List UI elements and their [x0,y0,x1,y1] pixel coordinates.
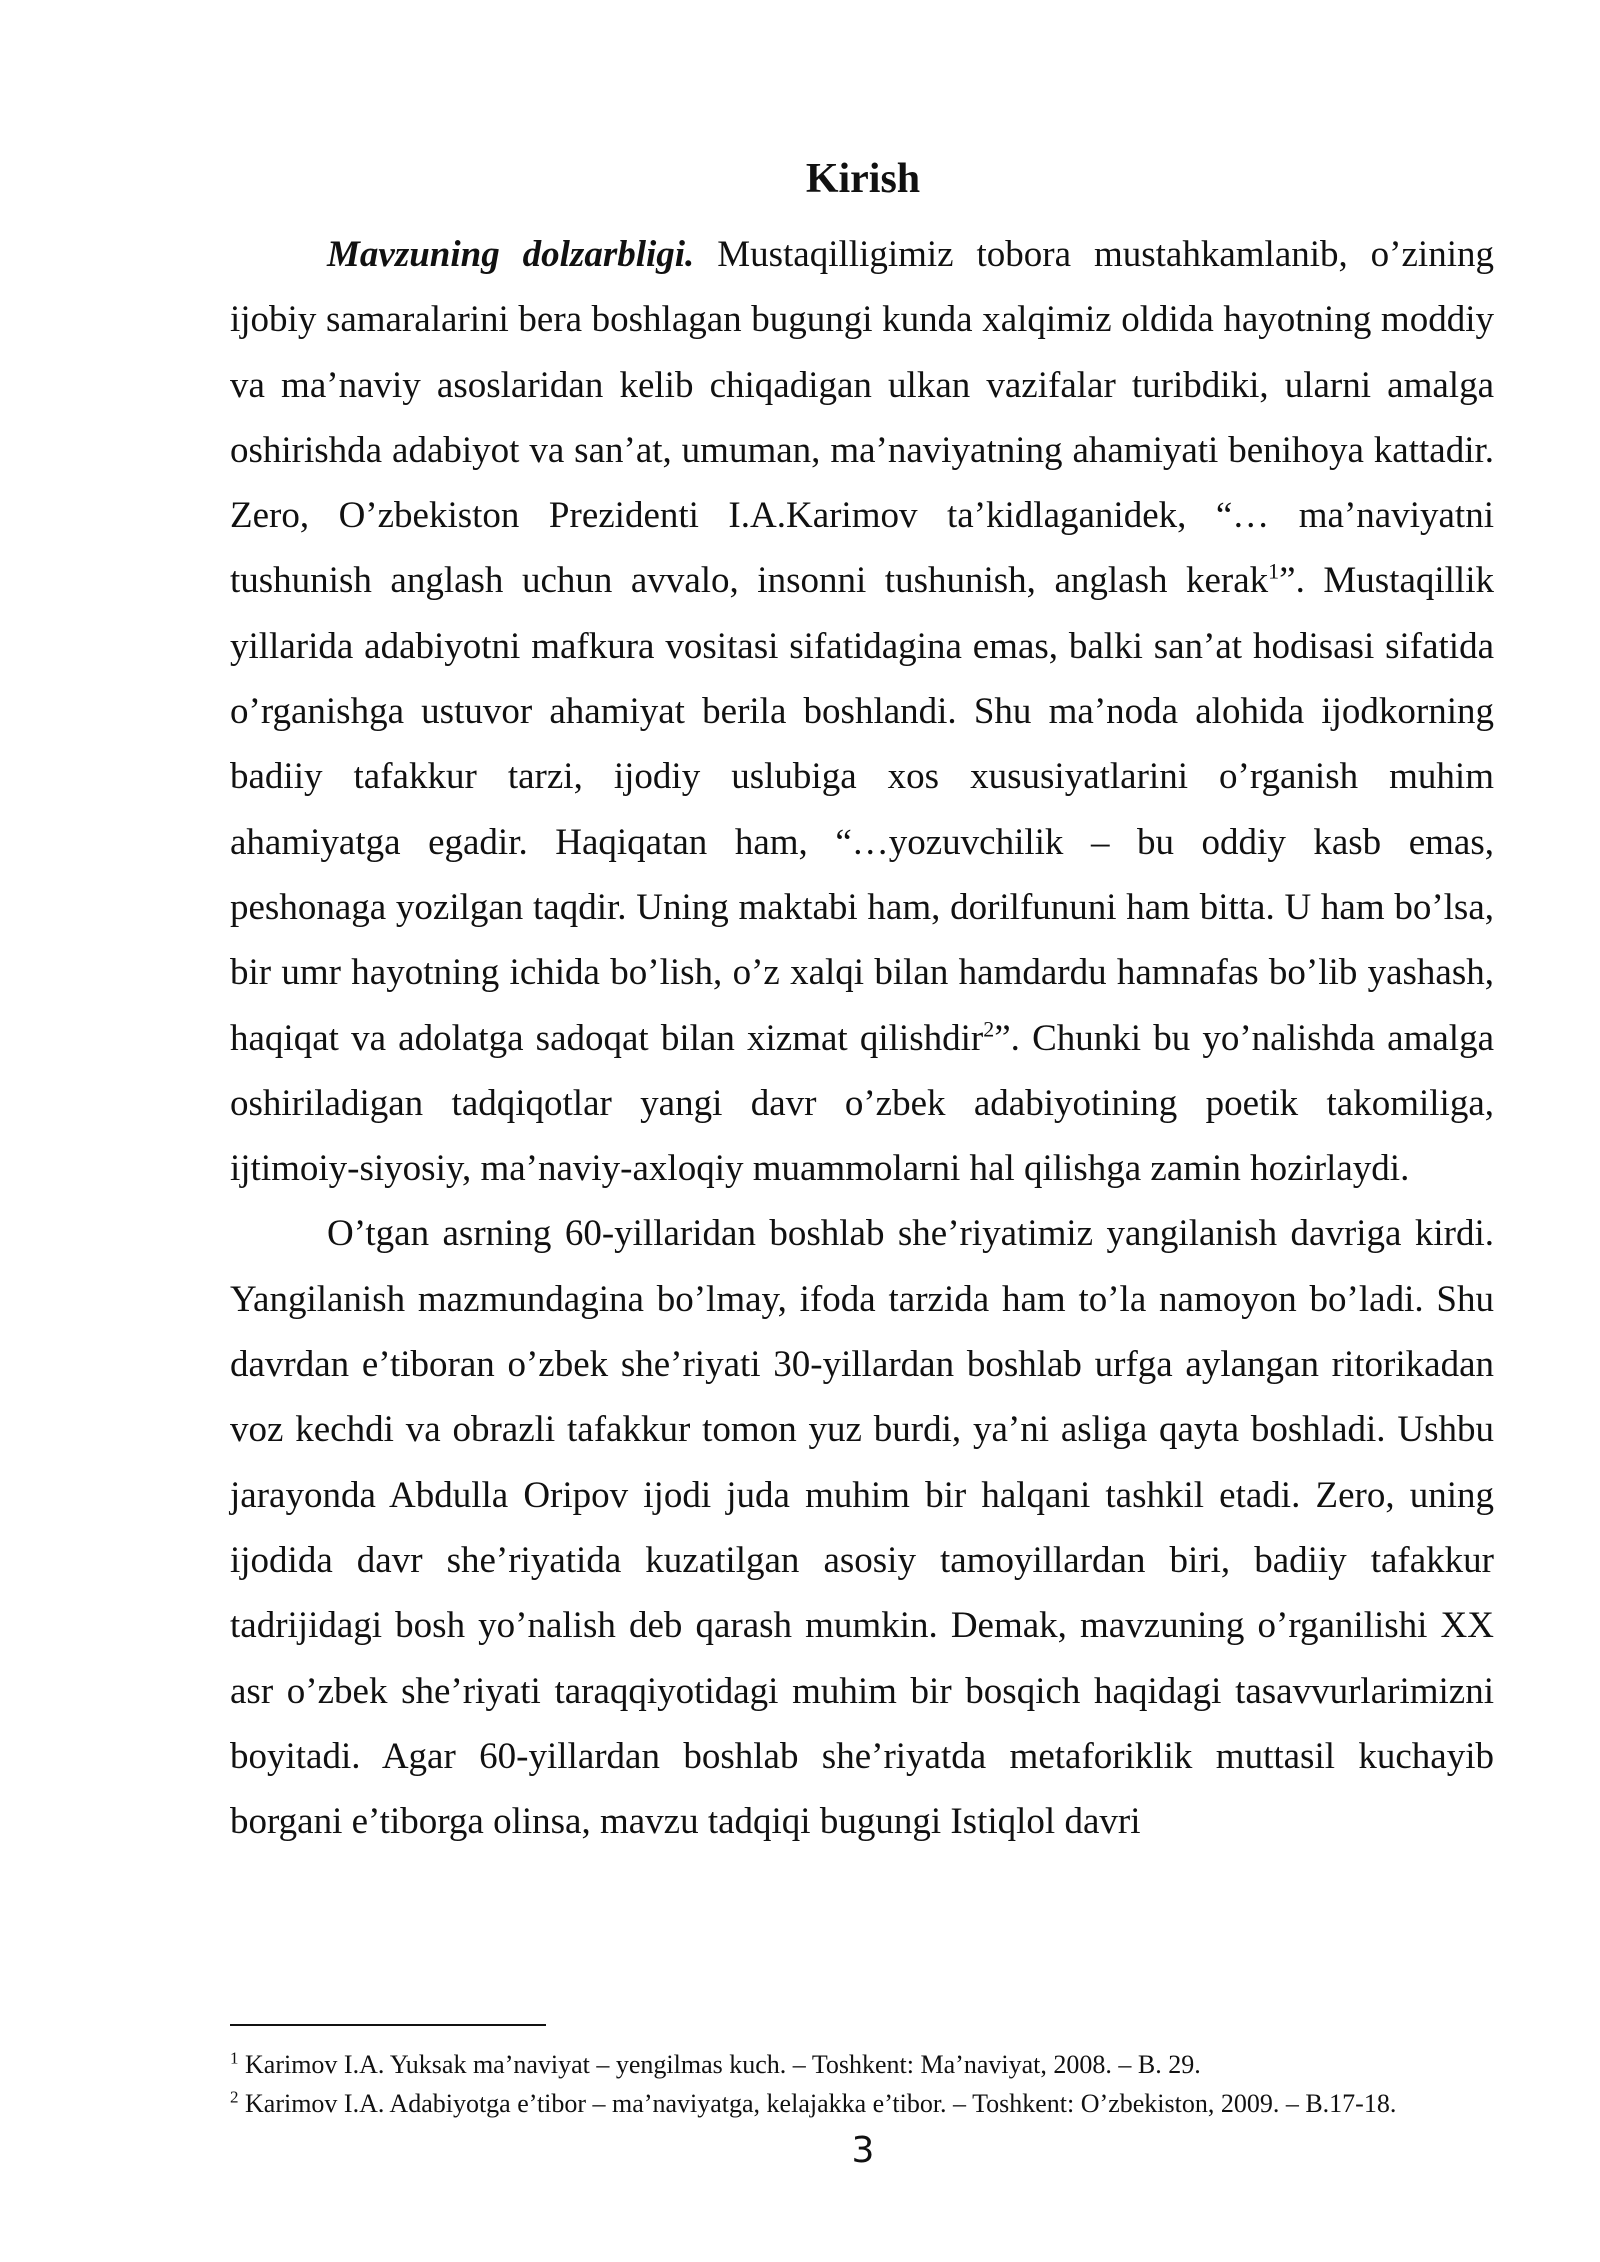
section-heading: Kirish [805,156,921,202]
footnote-ref-2[interactable]: 2 [983,1016,995,1042]
footnotes [230,2048,1494,2126]
paragraph-text-part: ”. Mustaqillik yillarida adabiyotni mafkura vositasi sifatidagina emas, balki san’at hodisasi sifatida o’rganishga ustuvor ahamiyat berila boshlandi. Shu ma’noda alohida ijodkorning badiiy tafakkur tarzi, ijodiy uslubiga xos xususiyatlarini o’rganish muhim ahamiyatga egadir. Haqiqatan ham, “…yozuvchilik – bu oddiy kasb emas, peshonaga yozilgan taqdir. Uning maktabi ham, dorilfununi ham bitta. U ham bo’lsa, bir umr hayotning ichida bo’lish, o’z xalqi bilan hamdardu hamnafas bo’lib yashash, haqiqat va adolatga sadoqat bilan xizmat qilishdir [230,560,1494,1059]
footnote-1 [230,2048,1494,2082]
paragraph-text-part: Mustaqilligimiz tobora mustahkamlanib, o’zining ijobiy samaralarini bera boshlagan bugungi kunda xalqimiz oldida hayotning moddiy va ma’naviy asoslaridan kelib chiqadigan ulkan vazifalar turibdiki, ularni amalga oshirishda adabiyot va san’at, umuman, ma’naviyatning ahamiyati benihoya kattadir. Zero, O’zbekiston Prezidenti I.A.Karimov ta’kidlaganidek, “… ma’naviyatni tushunish anglash uchun avvalo, insonni tushunish, anglash kerak [230,234,1494,602]
paragraph-relevance [230,222,1494,1201]
footnote-text: Karimov I.A. Adabiyotga e’tibor – ma’naviyatga, kelajakka e’tibor. – Toshkent: O’zbekiston, 2009. – B.17-18. [238,2089,1397,2118]
footnote-ref-1[interactable]: 1 [1268,559,1280,585]
footnote-2 [230,2087,1494,2121]
footnote-text: Karimov I.A. Yuksak ma’naviyat – yengilmas kuch. – Toshkent: Ma’naviyat, 2008. – B. 29. [238,2050,1201,2079]
paragraph-poetry-renewal: O’tgan asrning 60-yillaridan boshlab she’riyatimiz yangilanish davriga kirdi. Yangilanish mazmundagina bo’lmay, ifoda tarzida ham to’la namoyon bo’ladi. Shu davrdan e’tiboran o’zbek she’riyati 30-yillardan boshlab urfga aylangan ritorikadan voz kechdi va obrazli tafakkur tomon yuz burdi, ya’ni asliga qayta boshladi. Ushbu jarayonda Abdulla Oripov ijodi juda muhim bir halqani tashkil etadi. Zero, uning ijodida davr she’riyatida kuzatilgan asosiy tamoyillardan biri, badiiy tafakkur tadrijidagi bosh yo’nalish deb qarash mumkin. Demak, mavzuning o’rganilishi XX asr o’zbek she’riyati taraqqiyotidagi muhim bir bosqich haqidagi tasavvurlarimizni boyitadi. Agar 60-yillardan boshlab she’riyatda metaforiklik muttasil kuchayib borgani e’tiborga olinsa, mavzu tadqiqi bugungi Istiqlol davri [230,1213,1494,1843]
footnote-number: 2 [230,2087,239,2107]
paragraph-lead: Mavzuning dolzarbligi. [327,234,695,275]
page-number: 3 [851,2130,875,2171]
body-text [230,222,1494,1854]
footnote-number: 1 [230,2048,239,2068]
paragraph-text-part: ”. Chunki bu yo’nalishda amalga oshiriladigan tadqiqotlar yangi davr o’zbek adabiyotining poetik takomiliga, ijtimoiy-siyosiy, ma’naviy-axloqiy muammolarni hal qilishga zamin hozirlaydi. [230,1017,1494,1190]
footnote-separator [230,2024,546,2026]
